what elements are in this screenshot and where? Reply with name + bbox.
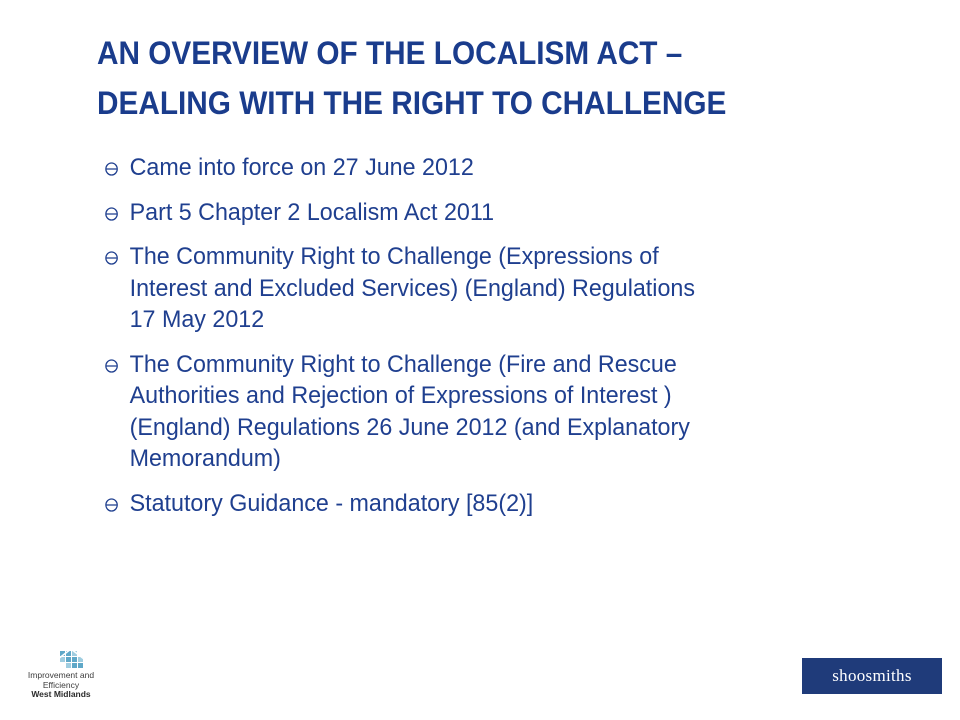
bullet-item-3	[103, 241, 863, 336]
shoosmiths-logo: shoosmiths	[802, 658, 942, 694]
bullet-item-4	[103, 349, 863, 475]
iewm-logo-line: Efficiency	[42, 679, 80, 690]
bullet-list	[103, 152, 903, 532]
bullet-text-line: (England) Regulations 26 June 2012 (and Explanatory	[129, 413, 690, 441]
bullet-text-line: Interest and Excluded Services) (England) Regulations	[129, 274, 695, 302]
circle-plus-bullet-icon	[105, 207, 118, 221]
bullet-text: Part 5 Chapter 2 Localism Act 2011	[129, 198, 495, 226]
circle-plus-bullet-icon	[105, 251, 118, 265]
house-pixel-icon	[56, 649, 86, 671]
bullet-item-1	[103, 152, 863, 184]
slide-title-line-1: AN OVERVIEW OF THE LOCALISM ACT –	[97, 35, 683, 71]
circle-plus-bullet-icon	[105, 359, 118, 373]
bullet-text-line: The Community Right to Challenge (Fire and Rescue	[129, 350, 677, 378]
bullet-text: Statutory Guidance - mandatory [85(2)]	[129, 489, 534, 517]
circle-plus-bullet-icon	[105, 162, 118, 176]
iewm-logo-line: Improvement and	[27, 670, 95, 680]
iewm-logo-text	[22, 671, 100, 700]
bullet-text-line: 17 May 2012	[129, 306, 265, 333]
bullet-text-line: Authorities and Rejection of Expressions of Interest )	[129, 382, 672, 409]
slide-title	[97, 28, 878, 128]
bullet-text-line: The Community Right to Challenge (Expressions of	[129, 243, 659, 270]
bullet-text: Came into force on 27 June 2012	[129, 154, 474, 181]
circle-plus-bullet-icon	[105, 498, 118, 512]
slide-title-line-2: DEALING WITH THE RIGHT TO CHALLENGE	[97, 85, 727, 121]
bullet-item-5	[103, 488, 863, 520]
bullet-item-2	[103, 197, 863, 229]
bullet-text-line: Memorandum)	[129, 445, 281, 472]
iewm-logo-bold-line: West Midlands	[31, 689, 91, 699]
iewm-logo	[16, 649, 102, 709]
